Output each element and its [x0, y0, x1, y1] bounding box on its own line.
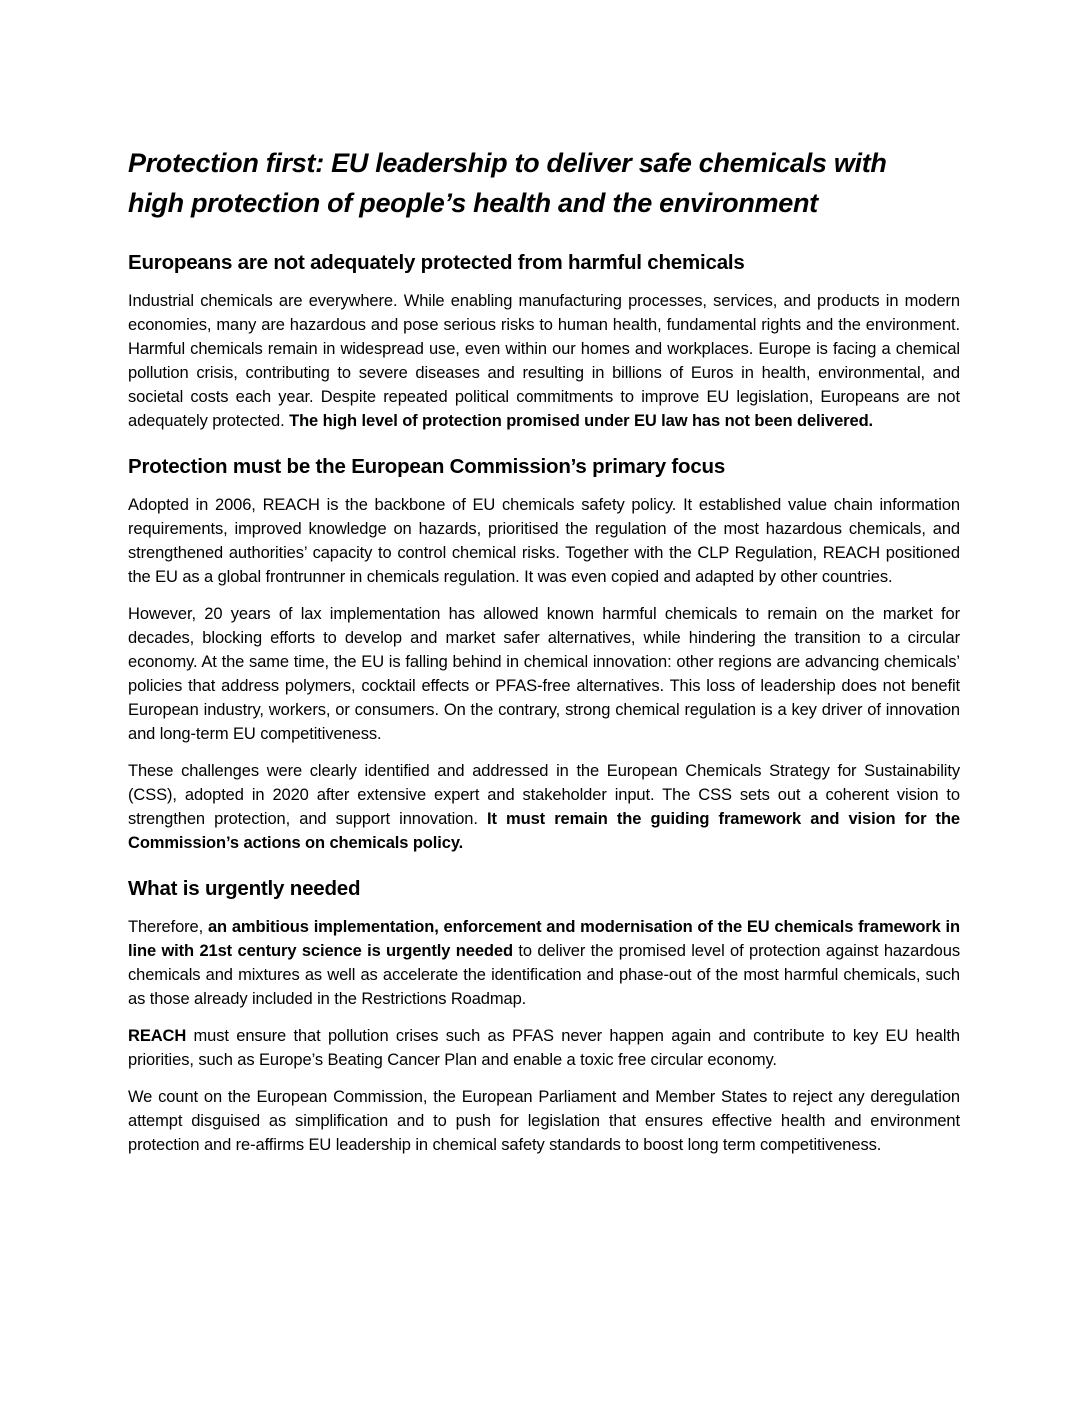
section-heading-europeans-not-protected: Europeans are not adequately protected from harmful chemicals — [128, 251, 745, 274]
text-run: Therefore, — [128, 918, 208, 936]
text-run-bold: REACH — [128, 1027, 187, 1045]
section-heading-urgently-needed: What is urgently needed — [128, 877, 361, 900]
text-run: However, 20 years of lax implementation has allowed known harmful chemicals to remain on the market for decades, blocking efforts to develop and market safer alternatives, while hindering the transition to a circular economy. At the same time, the EU is falling behind in chemical innovation: other regions are advancing chemicals’ policies that address polymers, cocktail effects or PFAS-free alternatives. This loss of leadership does not benefit European industry, workers, or consumers. On the contrary, strong chemical regulation is a key driver of innovation and long-term EU competitiveness. — [128, 605, 960, 743]
text-run-bold: The high level of protection promised under EU law has not been delivered. — [289, 412, 874, 430]
section-heading-commission-primary-focus: Protection must be the European Commission’s primary focus — [128, 455, 726, 478]
text-run: These challenges were clearly identified and addressed in the European Chemicals Strategy for Sustainability (CSS), adopted in 2020 after extensive expert and stakeholder input. The CSS sets out a coherent vision to strengthen protection, and support innovation. — [128, 762, 960, 828]
text-run: Industrial chemicals are everywhere. While enabling manufacturing processes, services, and products in modern economies, many are hazardous and pose serious risks to human health, fundamental rights and the environment. Harmful chemicals remain in widespread use, even within our homes and workplaces. Europe is facing a chemical pollution crisis, contributing to severe diseases and resulting in billions of Euros in health, environmental, and societal costs each year. Despite repeated political commitments to improve EU legislation, Europeans are not adequately protected. — [128, 292, 960, 430]
title-line-2: high protection of people’s health and the environment — [128, 188, 818, 218]
section-urgently-needed — [128, 875, 960, 1157]
paragraph-reach-backbone — [128, 493, 960, 589]
document-title — [128, 143, 960, 223]
text-run-bold: an ambitious implementation, enforcement and modernisation of the EU chemicals framework in line with 21st century science is urgently needed — [128, 918, 960, 960]
paragraph-reach-pfas — [128, 1024, 960, 1072]
text-run: Adopted in 2006, REACH is the backbone of EU chemicals safety policy. It established value chain information requirements, improved knowledge on hazards, prioritised the regulation of the most hazardous chemicals, and strengthened authorities’ capacity to control chemical risks. Together with the CLP Regulation, REACH positioned the EU as a global frontrunner in chemicals regulation. It was even copied and adapted by other countries. — [128, 496, 960, 586]
paragraph-we-count-on — [128, 1085, 960, 1157]
text-run: We count on the European Commission, the European Parliament and Member States to reject any deregulation attempt disguised as simplification and to push for legislation that ensures effective health and environment protection and re-affirms EU leadership in chemical safety standards to boost long term competitiveness. — [128, 1088, 960, 1154]
section-commission-primary-focus — [128, 453, 960, 855]
section-europeans-not-protected — [128, 249, 960, 433]
text-run-bold: It must remain the guiding framework and vision for the Commission’s actions on chemicals policy. — [128, 810, 961, 852]
paragraph-css-strategy — [128, 759, 960, 855]
paragraph-industrial-chemicals — [128, 289, 960, 433]
paragraph-ambitious-implementation — [128, 915, 960, 1011]
paragraph-lax-implementation — [128, 602, 960, 746]
text-run: to deliver the promised level of protection against hazardous chemicals and mixtures as well as accelerate the identification and phase-out of the most harmful chemicals, such as those already included in the Restrictions Roadmap. — [128, 942, 960, 1008]
text-run: must ensure that pollution crises such as PFAS never happen again and contribute to key EU health priorities, such as Europe’s Beating Cancer Plan and enable a toxic free circular economy. — [128, 1027, 960, 1069]
title-line-1: Protection first: EU leadership to deliver safe chemicals with — [128, 148, 887, 178]
